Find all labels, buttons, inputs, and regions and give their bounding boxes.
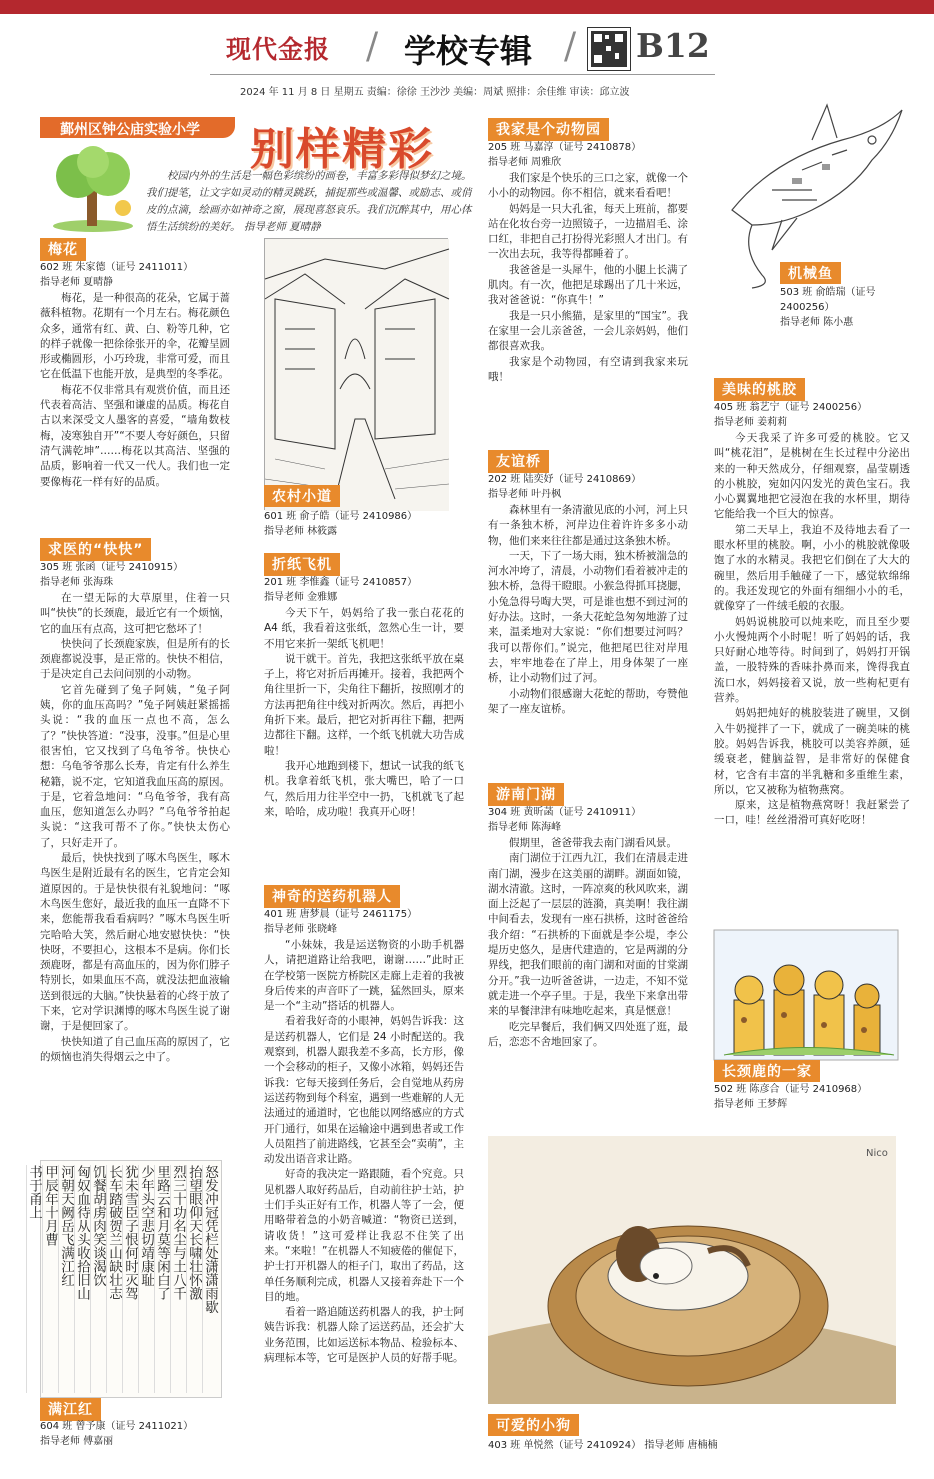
calligraphy-column: 饥餐胡虏肉笑谈渴饮 [90, 1165, 105, 1393]
article-body-plane: 今天下午，妈妈给了我一张白花花的 A4 纸，我看着这张纸，忽然心生一计，要不用它来折一架纸飞机吧！ 说干就干。首先，我把这张纸平放在桌子上，将它对折后再摊开。接着，我把两个角往里折一下，尖角往下翻折，按照刚才的方法再把角往中线对折两次。然后，再把小角折下来。最后，把它对折再往下翻，把两边都往下翻。这样，一个纸飞机就大功告成啦！ 我开心地跑到楼下，想试一试我的纸飞机。我拿着纸飞机，张大嘴巴，哈了一口气，然后用力往半空中一扔，飞机就飞了起来，哈哈，成功啦！我真开心呀！ [264, 607, 464, 818]
article-title-lake: 游南门湖 [488, 783, 564, 806]
tree-illustration-icon [38, 146, 148, 234]
byline: 403 班 单悦然（证号 2410924） 指导老师 唐楠楠 [488, 1440, 718, 1451]
village-sketch-artwork [264, 238, 448, 510]
calligraphy-column: 怒发冲冠凭栏处潇潇雨歇 [202, 1165, 217, 1393]
section-title: 学校专辑 [404, 32, 533, 70]
byline: 503 班 俞皓瑞（证号 2400256） 指导老师 陈小惠 [780, 287, 876, 328]
masthead [226, 22, 714, 76]
calligraphy-artwork [26, 1160, 222, 1398]
byline: 602 班 朱家德（证号 2411011） 指导老师 夏晴静 [40, 262, 194, 288]
article-title-meihua: 梅花 [40, 238, 86, 261]
artwork-caption-puppy: 可爱的小狗 [488, 1414, 579, 1436]
article-title-calligraphy: 满江红 [40, 1398, 101, 1421]
article-body-walnut: 今天我采了许多可爱的桃胶。它又叫“桃花泪”，是桃树在生长过程中分泌出来的一种天然成分，仔细观察，晶莹剔透的小桃胶，宛如闪闪发光的黄色宝石。我小心翼翼地把它浸泡在我的水杯里，期待它能给我一个巨大的惊喜。 第二天早上，我迫不及待地去看了一眼水杯里的桃胶。啊，小小的桃胶就像吸饱了水的水精灵。我把它们倒在了大大的碗里，然后用手触碰了一下，感觉软绵绵的。我还发现它的外面有细细小小的毛，就像穿了一件绒毛般的衣服。 妈妈说桃胶可以炖来吃，而且至少要小火慢炖两个小时呢！听了妈妈的话，我只好耐心地等待。时间到了，妈妈打开锅盖，一股特殊的香味扑鼻而来，馋得我直流口水，妈妈接着又说，放一些枸杞更有营养。 妈妈把炖好的桃胶装进了碗里，又倒入牛奶搅拌了一下，就成了一碗美味的桃胶。妈妈告诉我，桃胶可以美容养颜，延缓衰老，健脑益智，是非常好的保健食材，它含有丰富的半乳糖和多重维生素，所以，它又被称为植物燕窝。 原来，这是植物燕窝呀！我赶紧尝了一口，哇！丝丝滑滑可真好吃呀！ [714, 432, 910, 827]
top-red-bar [0, 0, 934, 14]
byline: 502 班 陈彦合（证号 2410968） 指导老师 王梦辉 [714, 1084, 868, 1110]
artwork-caption-giraffe: 长颈鹿的一家 [714, 1060, 820, 1082]
byline: 304 班 黄昕菡（证号 2410911） 指导老师 陈海峰 [488, 807, 642, 833]
article-title-zoo: 我家是个动物园 [488, 118, 609, 141]
byline: 604 班 曾予康（证号 2411021） 指导老师 傅嘉丽 [40, 1421, 194, 1447]
artwork-caption-shark: 机械鱼 [780, 262, 841, 284]
calligraphy-column: 匈奴血待从头收拾旧山 [74, 1165, 89, 1393]
school-banner: 鄞州区钟公庙实验小学 [40, 117, 235, 138]
article-title-robot: 神奇的送药机器人 [264, 885, 400, 908]
brand-title: 现代金报 [226, 35, 331, 64]
article-title-friend: 友谊桥 [488, 450, 549, 473]
masthead-divider: / [366, 26, 379, 67]
calligraphy-column: 书于甬上 [26, 1165, 41, 1393]
article-body-friend: 森林里有一条清澈见底的小河，河上只有一条独木桥，河岸边住着许许多多小动物，他们来来往往都是通过这条独木桥。 一天，下了一场大雨，独木桥被湍急的河水冲垮了，清晨，小动物们看着被冲走的独木桥，急得干瞪眼。小猴急得抓耳挠腮，小兔急得号啕大哭，可是谁也想不到过河的好办法。这时，一条大花蛇急匆匆地游了过来，温柔地对大家说：“你们想要过河吗？我可以帮你们。”说完，他把尾巴往对岸甩去，牢牢地卷在了岸上，用身体架了一座桥，让小动物们过了河。 小动物们很感谢大花蛇的帮助，夸赞他架了一座友谊桥。 [488, 504, 688, 715]
masthead-divider: / [564, 26, 577, 67]
article-title-walnut: 美味的桃胶 [714, 378, 805, 401]
artwork-caption-village: 农村小道 [264, 485, 340, 507]
calligraphy-column: 烈三十功名尘与土八千 [170, 1165, 185, 1393]
feature-intro: 校园内外的生活是一幅色彩缤纷的画卷，丰富多彩得似梦幻之境。我们提笔，让文字如灵动的精灵跳跃，捕捉那些或温馨、或励志、或俏皮的点滴，绘画亦如神奇之窗，展现喜怒哀乐。我们沉醉其中，用心体悟生活缤纷的美好。 指导老师 夏晴静 [146, 170, 472, 233]
byline: 305 班 张函（证号 2410915） 指导老师 张海珠 [40, 562, 184, 588]
calligraphy-column: 长车踏破贺兰山缺壮志 [106, 1165, 121, 1393]
article-body-robot: “小妹妹，我是运送物资的小助手机器人，请把道路让给我吧，谢谢……”此时正在学校第一医院方桥院区走廊上走着的我被身后传来的声音吓了一跳，猛然回头，原来是一个“主动”搭话的机器人。 看着我好奇的小眼神，妈妈告诉我：这是送药机器人，它们是 24 小时配送的。我观察到，机器人跟我差不多高，长方形，像一个会移动的柜子，又像小冰箱，妈妈还告诉我：它每天接到任务后，会自觉地从药房运送药物到每个科室，遇到一些难解的人无法通过的通道时，它也能以网络感应的方式开门通行，如果在运输途中遇到患者或工作人员阻挡了前进路线，它甚至会“卖萌”，主动发出语音求让路。 好奇的我决定一路跟随，看个究竟。只见机器人取好药品后，自动前往护士站，护士们手头正好有工作，机器人等了一会，便用略带着急的小奶音喊道：“物资已送到，请收货！”这可爱样让我忍不住笑了出来。“来啦！”在机器人不知疲倦的催促下，护士打开机器人的柜子门，取出了药品，这单任务顺利完成，机器人又接着奔赴下一个目的地。 看着一路追随送药机器人的我，护士阿姨告诉我：机器人除了运送药品，还会扩大业务范围，比如运送标本物品、检验标本、病理标本等，它可是医护人员的好帮手呢。 [264, 939, 464, 1365]
calligraphy-column: 少年头空悲切靖康耻 [138, 1165, 153, 1393]
masthead-rule [210, 74, 715, 75]
calligraphy-column: 抬望眼仰天长啸壮怀激 [186, 1165, 201, 1393]
article-title-plane: 折纸飞机 [264, 553, 340, 576]
byline: 401 班 唐梦晨（证号 2461175） 指导老师 张晓峰 [264, 909, 418, 935]
byline: 205 班 马嘉淳（证号 2410878） 指导老师 周雅欣 [488, 142, 642, 168]
dateline: 2024 年 11 月 8 日 星期五 责编：徐徐 王沙沙 美编：周斌 照排：余佳维 审读：邱立波 [240, 87, 630, 98]
calligraphy-column: 犹未雪臣子恨何时灭驾 [122, 1165, 137, 1393]
article-title-kuaikuai: 求医的“快快” [40, 538, 151, 561]
article-body-lake: 假期里，爸爸带我去南门湖看风景。 南门湖位于江西九江，我们在清晨走进南门湖，漫步在这美丽的湖畔。湖面如镜，湖水清澈。这时，一阵凉爽的秋风吹来，湖面上泛起了一层层的涟漪，真美啊！我往湖中间看去，发现有一座石拱桥，这时爸爸给我介绍：“石拱桥的下面就是李公堤，李公堤历史悠久，是唐代建造的，它是两湖的分界线，把我们眼前的南门湖和对面的甘棠湖分开。”我一边听爸爸讲，一边走，不知不觉就走进一个亭子里。于是，我坐下来拿出带来的早餐津津有味地吃起来，真是惬意！ 吃完早餐后，我们俩又四处逛了逛，最后，恋恋不舍地回家了。 [488, 837, 688, 1048]
giraffe-family-artwork [714, 930, 898, 1060]
byline: 202 班 陆奕妤（证号 2410869） 指导老师 叶丹枫 [488, 474, 642, 500]
article-body-kuaikuai: 在一望无际的大草原里，住着一只叫“快快”的长颈鹿，最近它有一个烦恼，它的血压有点高，这可把它愁坏了！ 快快问了长颈鹿家族，但是所有的长颈鹿都说没事，是正常的。快快不相信，于是决定自己去问问别的小动物。 它首先碰到了兔子阿姨，“兔子阿姨，你的血压高吗？”兔子阿姨赶紧摇摇头说：“我的血压一点也不高，怎么了？”快快答道：“没事，没事。”但是心里很害怕，它又找到了乌龟爷爷。快快心想：乌龟爷爷那么长寿，肯定有什么养生秘籍，说不定，它知道我血压高的原因。于是，它着急地问：“乌龟爷爷，我有高血压，您知道怎么办吗？”乌龟爷爷拍起头说：“这我可帮不了你。”快快太伤心了，只好走开了。 最后，快快找到了啄木鸟医生，啄木鸟医生是附近最有名的医生，它肯定会知道原因的。于是快快很有礼貌地问：“啄木鸟医生您好，最近我的血压一直降不下来，您能帮我看看病吗？”啄木鸟医生听完哈哈大笑，然后耐心地安慰快快：“快快呀，不要担心，这根本不是病。你们长颈鹿呀，都是有高血压的，因为你们脖子特别长，如果血压不高，就没法把血液输送到很远的大脑。”快快悬着的心终于放了下来，它对学识渊博的啄木鸟医生说了谢谢，于是便回家了。 快快知道了自己血压高的原因了，它的烦恼也消失得烟云之中了。 [40, 592, 230, 1063]
byline: 601 班 俞子皓（证号 2410986） 指导老师 林筱露 [264, 511, 418, 537]
byline: 405 班 翁艺宁（证号 2400256） 指导老师 姜莉莉 [714, 402, 868, 428]
svg-text:Nico: Nico [866, 1148, 888, 1159]
calligraphy-column: 河朝天阙岳飞满江红 [58, 1165, 73, 1393]
article-body-zoo: 我们家是个快乐的三口之家，就像一个小小的动物园。你不相信，就来看看吧！ 妈妈是一只大孔雀，每天上班前，都要站在化妆台旁一边照镜子，一边描眉毛、涂口红，非把自己打扮得光彩照人才出门。有一次出去玩，我等得都睡着了。 我爸爸是一头犀牛，他的小腿上长满了肌肉。有一次，他把足球踢出了几十米远，我对爸爸说：“你真牛！” 我是一只小熊猫，是家里的“国宝”。我在家里一会儿亲爸爸，一会儿亲妈妈，他们都很喜欢我。 我家是个动物园，有空请到我家来玩哦！ [488, 172, 688, 383]
byline: 201 班 李惟鑫（证号 2410857） 指导老师 金雅娜 [264, 577, 418, 603]
feature-title: 别样精彩 [250, 124, 434, 175]
page-number: B12 [636, 26, 710, 65]
calligraphy-column: 里路云和月莫等闲白了 [154, 1165, 169, 1393]
qr-code-icon [588, 28, 630, 70]
article-body-meihua: 梅花，是一种很高的花朵，它属于蔷薇科植物。花期有一个月左右。梅花颜色众多，通常有红、黄、白、粉等几种，它的样子就像一把徐徐张开的伞，花瓣呈圆形或椭圆形，小巧玲珑，非常可爱，而且它在低温下也能开放，是典型的冬季花。 梅花不仅非常具有观赏价值，而且还代表着高洁、坚强和谦虚的品质。梅花自古以来深受文人墨客的喜爱，“墙角数枝梅，凌寒独自开”“不要人夸好颜色，只留清气满乾坤”……梅花以其高洁、坚强的品质，影响着一代又一代人。我们也一定要像梅花一样有好的品质。 [40, 292, 230, 488]
puppy-artwork [488, 1136, 896, 1404]
calligraphy-column: 甲辰年十月曹 [42, 1165, 57, 1393]
